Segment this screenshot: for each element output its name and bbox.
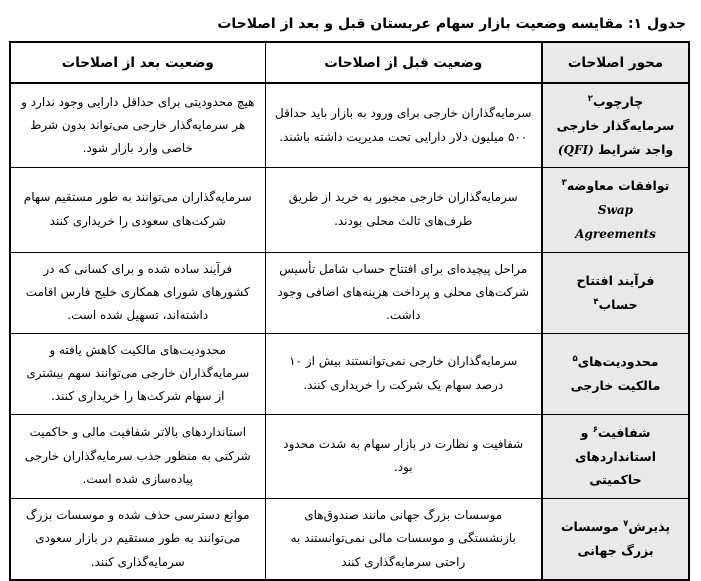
reform-axis-cell: محدودیت‌های$^۵$ مالکیت خارجی (542, 333, 689, 414)
table-row (10, 414, 689, 498)
after-reforms-cell: استانداردهای بالاتر شفافیت مالی و حاکمیت شرکتی به منظور جذب سرمایه‌گذاران خارجی پیاده‌سازی شده است. (10, 414, 265, 498)
reform-axis-cell: چارچوب$^۲$ سرمایه‌گذار خارجی واجد شرایط (QFI) (542, 83, 689, 168)
reform-axis-cell: فرآیند افتتاح حساب$^۴$ (542, 252, 689, 333)
table-body (10, 83, 689, 580)
before-reforms-cell: شفافیت و نظارت در بازار سهام به شدت محدود بود. (265, 414, 542, 498)
table-row (10, 252, 689, 333)
before-reforms-cell: سرمایه‌گذاران خارجی برای ورود به بازار باید حداقل ۵۰۰ میلیون دلار دارایی تحت مدیریت داشته باشند. (265, 83, 542, 168)
table-caption: جدول ۱: مقایسه وضعیت بازار سهام عربستان قبل و بعد از اصلاحات (217, 16, 686, 32)
after-reforms-cell: فرآیند ساده شده و برای کسانی که در کشورهای شورای همکاری خلیج فارس اقامت داشته‌اند، تسهیل شده است. (10, 252, 265, 333)
reform-axis-cell: توافقات معاوضه$^۳$ Swap Agreements (542, 168, 689, 252)
before-reforms-cell: سرمایه‌گذاران خارجی نمی‌توانستند بیش از ۱۰ درصد سهام یک شرکت را خریداری کنند. (265, 333, 542, 414)
reform-axis-cell: پذیرش$^۷$ موسسات بزرگ جهانی (542, 499, 689, 581)
reform-axis-cell: شفافیت$^۶$ و استانداردهای حاکمیتی (542, 414, 689, 498)
before-reforms-cell: موسسات بزرگ جهانی مانند صندوق‌های بازنشستگی و موسسات مالی نمی‌توانستند به راحتی سرمایه‌گذاری کنند (265, 499, 542, 581)
after-reforms-cell: هیچ محدودیتی برای حداقل دارایی وجود ندارد و هر سرمایه‌گذار خارجی می‌تواند بدون شرط خاصی وارد بازار شود. (10, 83, 265, 168)
column-header-axis: محور اصلاحات (542, 42, 689, 83)
before-reforms-cell: مراحل پیچیده‌ای برای افتتاح حساب شامل تأسیس شرکت‌های محلی و پرداخت هزینه‌های اضافی وجود داشت. (265, 252, 542, 333)
table-row (10, 83, 689, 168)
after-reforms-cell: موانع دسترسی حذف شده و موسسات بزرگ می‌توانند به طور مستقیم در بازار سعودی سرمایه‌گذاری کنند. (10, 499, 265, 581)
comparison-table (9, 41, 690, 581)
column-header-before: وضعیت قبل از اصلاحات (265, 42, 542, 83)
header-row (10, 42, 689, 83)
table-row (10, 168, 689, 252)
table-row (10, 499, 689, 581)
table-row (10, 333, 689, 414)
after-reforms-cell: محدودیت‌های مالکیت کاهش یافته و سرمایه‌گذاران خارجی می‌توانند سهم بیشتری از سهام شرکت‌ها را خریداری کنند. (10, 333, 265, 414)
after-reforms-cell: سرمایه‌گذاران می‌توانند به طور مستقیم سهام شرکت‌های سعودی را خریداری کنند (10, 168, 265, 252)
column-header-after: وضعیت بعد از اصلاحات (10, 42, 265, 83)
before-reforms-cell: سرمایه‌گذاران خارجی مجبور به خرید از طریق طرف‌های ثالث محلی بودند. (265, 168, 542, 252)
